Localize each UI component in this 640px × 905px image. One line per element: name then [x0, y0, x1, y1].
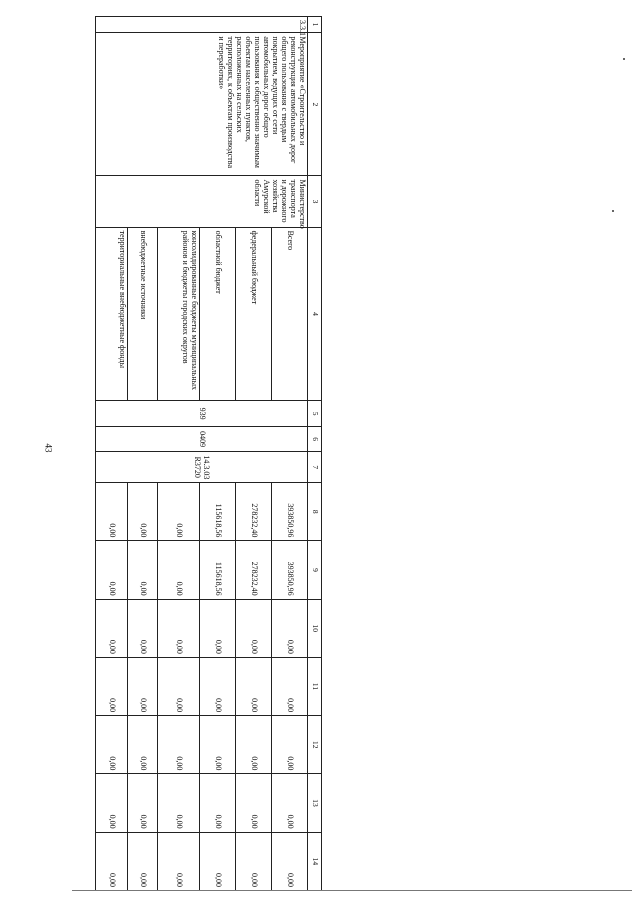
event-name: Мероприятие «Строительство и реконструкция автомобильных дорог общего пользования с твердым покрытием, ведущих от сети автомобильных дорог общего пользования к общественно значимым объектам населенных пунктов, расположенных на сельских территориях, к объектам производства и переработки» — [96, 33, 308, 176]
event-executor: Министерство транспорта и дорожного хозяйства Амурской области — [96, 176, 308, 227]
value-cell: 278232,40 — [236, 541, 272, 599]
value-cell: 0,00 — [236, 657, 272, 715]
value-cell: 0,00 — [200, 832, 236, 890]
value-cell: 0,00 — [236, 716, 272, 774]
value-cell: 0,00 — [272, 657, 308, 715]
value-cell: 0,00 — [158, 716, 200, 774]
value-cell: 0,00 — [128, 483, 158, 541]
value-cell: 0,00 — [96, 774, 128, 832]
value-cell: 0,00 — [200, 716, 236, 774]
value-cell: 0,00 — [128, 716, 158, 774]
value-cell: 0,00 — [272, 716, 308, 774]
value-cell: 0,00 — [158, 599, 200, 657]
rzpr-code: 0409 — [96, 426, 308, 452]
value-cell: 0,00 — [96, 483, 128, 541]
source-cell: федеральный бюджет — [236, 227, 272, 401]
header-cell: 2 — [308, 33, 322, 176]
csr-code: 14.3.03 R3720 — [96, 452, 308, 483]
source-cell: консолидированные бюджеты муниципальных районов и бюджеты городских округов — [158, 227, 200, 401]
value-cell: 0,00 — [128, 599, 158, 657]
value-cell: 0,00 — [158, 483, 200, 541]
page-number: 43 — [43, 443, 54, 453]
header-cell: 9 — [308, 541, 322, 599]
header-cell: 10 — [308, 599, 322, 657]
value-cell: 0,00 — [158, 541, 200, 599]
header-cell: 13 — [308, 774, 322, 832]
finance-table — [95, 16, 322, 891]
header-cell: 8 — [308, 483, 322, 541]
value-cell: 0,00 — [158, 657, 200, 715]
value-cell: 0,00 — [272, 599, 308, 657]
value-cell: 0,00 — [158, 832, 200, 890]
table-row — [272, 17, 308, 891]
value-cell: 0,00 — [96, 599, 128, 657]
value-cell: 115618,56 — [200, 541, 236, 599]
header-cell: 1 — [308, 17, 322, 33]
header-cell: 7 — [308, 452, 322, 483]
value-cell: 0,00 — [96, 657, 128, 715]
header-cell: 4 — [308, 227, 322, 401]
value-cell: 0,00 — [272, 774, 308, 832]
event-number: 3.3.1 — [96, 17, 308, 33]
header-cell: 14 — [308, 832, 322, 890]
scan-speck — [612, 210, 614, 212]
scan-bottom-rule — [72, 890, 632, 891]
header-row — [308, 17, 322, 891]
source-cell: Всего — [272, 227, 308, 401]
scan-speck — [623, 58, 625, 60]
value-cell: 0,00 — [200, 657, 236, 715]
value-cell: 0,00 — [200, 599, 236, 657]
header-cell: 5 — [308, 401, 322, 427]
value-cell: 0,00 — [200, 774, 236, 832]
value-cell: 0,00 — [272, 832, 308, 890]
value-cell: 0,00 — [236, 599, 272, 657]
value-cell: 0,00 — [128, 657, 158, 715]
value-cell: 0,00 — [236, 774, 272, 832]
header-cell: 11 — [308, 657, 322, 715]
rotated-table-area — [90, 16, 640, 887]
value-cell: 0,00 — [236, 832, 272, 890]
value-cell: 0,00 — [128, 541, 158, 599]
source-cell: областной бюджет — [200, 227, 236, 401]
header-cell: 12 — [308, 716, 322, 774]
grbs-code: 939 — [96, 401, 308, 427]
source-cell: территориальные внебюджетные фонды — [96, 227, 128, 401]
value-cell: 0,00 — [96, 716, 128, 774]
value-cell: 115618,56 — [200, 483, 236, 541]
header-cell: 3 — [308, 176, 322, 227]
value-cell: 0,00 — [96, 832, 128, 890]
value-cell: 0,00 — [96, 541, 128, 599]
source-cell: внебюджетные источники — [128, 227, 158, 401]
value-cell: 393850,96 — [272, 483, 308, 541]
value-cell: 0,00 — [128, 832, 158, 890]
value-cell: 278232,40 — [236, 483, 272, 541]
value-cell: 393850,96 — [272, 541, 308, 599]
value-cell: 0,00 — [128, 774, 158, 832]
value-cell: 0,00 — [158, 774, 200, 832]
header-cell: 6 — [308, 426, 322, 452]
